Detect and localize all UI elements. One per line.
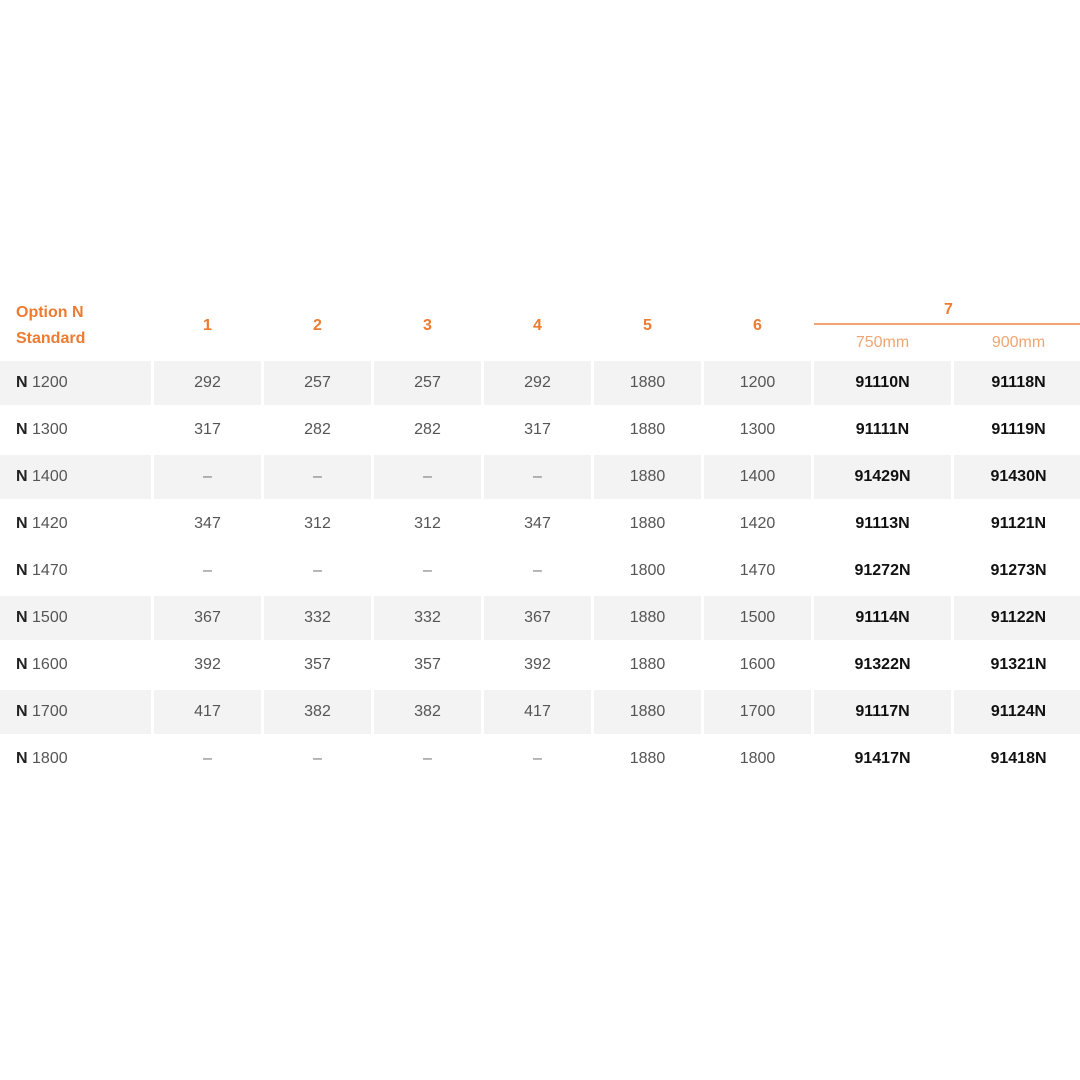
row-model: 1400: [32, 468, 68, 485]
row-prefix: N: [16, 374, 28, 391]
table-row: [0, 549, 1080, 593]
cell-col-3: –: [423, 750, 432, 767]
row-label: [0, 502, 151, 546]
row-prefix: N: [16, 562, 28, 579]
row-prefix: N: [16, 421, 28, 438]
row-label: [0, 643, 151, 687]
row-model: 1420: [32, 515, 68, 532]
cell-col-1: 392: [194, 656, 221, 673]
row-prefix: N: [16, 750, 28, 767]
cell-col-3: 382: [374, 690, 481, 734]
column-header-6: 6: [753, 316, 762, 334]
cell-col-1: 347: [194, 515, 221, 532]
table-row: [0, 408, 1080, 452]
cell-col-2: –: [313, 562, 322, 579]
table-row: [0, 596, 1080, 640]
code-900mm: 91430N: [954, 455, 1080, 499]
cell-col-4: 367: [484, 596, 591, 640]
cell-col-6: 1200: [704, 361, 811, 405]
row-model: 1300: [32, 421, 68, 438]
cell-col-6: 1500: [704, 596, 811, 640]
cell-col-2: 332: [264, 596, 371, 640]
row-prefix: N: [16, 515, 28, 532]
cell-col-6: 1470: [739, 562, 776, 579]
table-header: [0, 293, 1080, 358]
row-model: 1470: [32, 562, 68, 579]
cell-col-1: 292: [154, 361, 261, 405]
cell-col-2: 357: [304, 656, 331, 673]
cell-col-3: 257: [374, 361, 481, 405]
row-label: [0, 408, 151, 452]
code-750mm: 91272N: [854, 562, 911, 579]
cell-col-2: –: [313, 750, 322, 767]
cell-col-4: 292: [484, 361, 591, 405]
code-900mm: 91119N: [991, 421, 1046, 438]
cell-col-1: –: [154, 455, 261, 499]
column-header-1: 1: [203, 316, 212, 334]
cell-col-3: 312: [414, 515, 441, 532]
cell-col-6: 1800: [739, 750, 776, 767]
cell-col-5: 1880: [594, 690, 701, 734]
code-750mm: 91113N: [855, 515, 910, 532]
column-header-2: 2: [313, 316, 322, 334]
table-body: [0, 361, 1080, 781]
code-750mm: 91110N: [814, 361, 951, 405]
option-header-line1: Option N: [16, 303, 84, 321]
code-900mm: 91118N: [954, 361, 1080, 405]
cell-col-5: 1880: [594, 596, 701, 640]
cell-col-1: 417: [154, 690, 261, 734]
column-header-3: 3: [423, 316, 432, 334]
cell-col-3: 282: [414, 421, 441, 438]
row-model: 1800: [32, 750, 68, 767]
row-prefix: N: [16, 703, 28, 720]
code-750mm: 91429N: [814, 455, 951, 499]
cell-col-3: 357: [414, 656, 441, 673]
cell-col-6: 1400: [704, 455, 811, 499]
table-row: [0, 502, 1080, 546]
cell-col-6: 1300: [739, 421, 776, 438]
cell-col-6: 1700: [704, 690, 811, 734]
cell-col-3: –: [374, 455, 481, 499]
cell-col-5: 1880: [594, 361, 701, 405]
row-label: [0, 737, 151, 781]
cell-col-1: –: [203, 750, 212, 767]
row-prefix: N: [16, 609, 28, 626]
sub-header-750mm: 750mm: [855, 334, 910, 351]
cell-col-4: 347: [524, 515, 551, 532]
row-label: [0, 690, 151, 734]
cell-col-4: –: [533, 750, 542, 767]
column-header-7: 7: [814, 293, 1080, 325]
cell-col-5: 1880: [629, 421, 666, 438]
code-900mm: 91273N: [990, 562, 1047, 579]
cell-col-4: 317: [524, 421, 551, 438]
table-row: [0, 643, 1080, 687]
code-750mm: 91114N: [814, 596, 951, 640]
row-model: 1200: [32, 374, 68, 391]
table-row: [0, 361, 1080, 405]
cell-col-1: 317: [194, 421, 221, 438]
cell-col-4: –: [484, 455, 591, 499]
row-model: 1700: [32, 703, 68, 720]
option-header: [0, 293, 151, 358]
code-900mm: 91418N: [990, 750, 1047, 767]
cell-col-5: 1800: [629, 562, 666, 579]
code-900mm: 91121N: [990, 515, 1047, 532]
cell-col-4: –: [533, 562, 542, 579]
code-750mm: 91322N: [854, 656, 911, 673]
cell-col-2: –: [264, 455, 371, 499]
option-header-line2: Standard: [16, 329, 86, 347]
spec-table-container: [0, 290, 1080, 784]
column-header-5: 5: [643, 316, 652, 334]
table-row: [0, 690, 1080, 734]
cell-col-2: 382: [264, 690, 371, 734]
cell-col-5: 1880: [629, 656, 666, 673]
table-row: [0, 455, 1080, 499]
row-label: [0, 455, 151, 499]
row-model: 1500: [32, 609, 68, 626]
table-row: [0, 737, 1080, 781]
cell-col-3: –: [423, 562, 432, 579]
cell-col-2: 282: [304, 421, 331, 438]
row-label: [0, 549, 151, 593]
spec-table: [0, 290, 1080, 784]
row-label: [0, 596, 151, 640]
column-header-4: 4: [533, 316, 542, 334]
sub-header-900mm: 900mm: [991, 334, 1046, 351]
cell-col-4: 417: [484, 690, 591, 734]
code-900mm: 91124N: [954, 690, 1080, 734]
row-model: 1600: [32, 656, 68, 673]
cell-col-5: 1880: [629, 750, 666, 767]
code-900mm: 91122N: [954, 596, 1080, 640]
cell-col-1: –: [203, 562, 212, 579]
row-label: [0, 361, 151, 405]
code-900mm: 91321N: [990, 656, 1047, 673]
cell-col-3: 332: [374, 596, 481, 640]
cell-col-5: 1880: [629, 515, 666, 532]
cell-col-2: 312: [304, 515, 331, 532]
cell-col-5: 1880: [594, 455, 701, 499]
code-750mm: 91117N: [814, 690, 951, 734]
code-750mm: 91111N: [855, 421, 910, 438]
row-prefix: N: [16, 656, 28, 673]
cell-col-6: 1420: [739, 515, 776, 532]
cell-col-6: 1600: [739, 656, 776, 673]
code-750mm: 91417N: [854, 750, 911, 767]
cell-col-2: 257: [264, 361, 371, 405]
cell-col-1: 367: [154, 596, 261, 640]
cell-col-4: 392: [524, 656, 551, 673]
row-prefix: N: [16, 468, 28, 485]
